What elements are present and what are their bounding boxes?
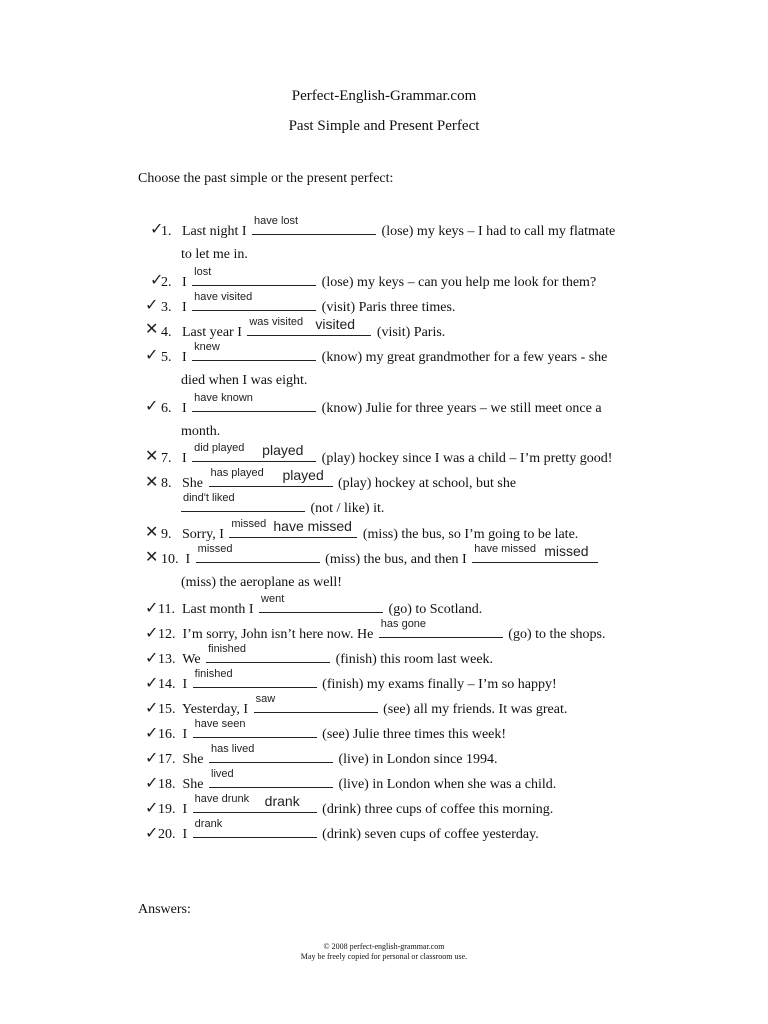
item-number: 16.: [158, 727, 176, 742]
item-text: (go) to Scotland.: [388, 602, 483, 617]
exercise-item-10: [161, 543, 600, 568]
item-text: (lose) my keys – can you help me look for them?: [321, 275, 597, 290]
handwritten-answer: lost: [194, 266, 212, 278]
item-text: I: [182, 300, 187, 315]
exercise-item-6: [161, 392, 602, 417]
answer-blank: [192, 341, 316, 361]
item-number: 18.: [158, 777, 176, 792]
cross-mark: ✕: [145, 319, 159, 338]
answer-blank: [209, 768, 333, 788]
item-number: 11.: [158, 602, 175, 617]
answer-blank: [192, 291, 316, 311]
item-text: (lose) my keys – I had to call my flatmate: [381, 224, 616, 239]
item-text: Last night I: [182, 224, 247, 239]
item-text: She: [182, 752, 204, 767]
answer-blank: [192, 266, 316, 286]
item-text: (go) to the shops.: [508, 627, 606, 642]
answer-blank: [229, 518, 357, 538]
answer-blank: [472, 543, 598, 563]
item-text: She: [182, 476, 203, 491]
exercise-item-11: [158, 593, 483, 618]
tick-mark: ✓: [145, 748, 159, 767]
exercise-item-1: [161, 215, 616, 240]
teacher-correction: played: [262, 442, 304, 458]
item-number: 8.: [161, 476, 172, 491]
exercise-item-continuation: (miss) the aeroplane as well!: [181, 575, 342, 590]
item-number: 1.: [161, 224, 172, 239]
handwritten-answer: drank: [194, 818, 223, 830]
item-text: (live) in London since 1994.: [338, 752, 498, 767]
answer-blank: [252, 215, 376, 235]
teacher-correction: drank: [264, 793, 300, 809]
item-text: Sorry, I: [182, 527, 224, 542]
tick-mark: ✓: [145, 798, 159, 817]
teacher-correction: visited: [315, 316, 356, 332]
handwritten-answer: has lived: [211, 743, 255, 755]
tick-mark: ✓: [145, 345, 159, 364]
tick-mark: ✓: [145, 823, 159, 842]
item-number: 13.: [158, 652, 176, 667]
handwritten-answer: have seen: [194, 718, 246, 730]
exercise-item-14: [158, 668, 557, 693]
answer-blank: [181, 492, 305, 512]
answer-blank: [209, 743, 333, 763]
item-text: I’m sorry, John isn’t here now. He: [182, 627, 374, 642]
handwritten-answer: missed: [197, 543, 233, 555]
exercise-item-17: [158, 743, 498, 768]
handwritten-answer: went: [261, 593, 285, 605]
item-text: (drink) three cups of coffee this morning.: [322, 802, 554, 817]
handwritten-answer: saw: [255, 693, 276, 705]
answer-blank: [254, 693, 378, 713]
item-number: 7.: [161, 451, 172, 466]
item-text: (miss) the bus, and then I: [325, 552, 467, 567]
answer-blank: [193, 668, 317, 688]
handwritten-answer: finished: [208, 643, 246, 655]
tick-mark: ✓: [145, 648, 159, 667]
item-text: I: [182, 401, 187, 416]
exercise-item-3: [161, 291, 456, 316]
tick-mark: ✓: [145, 698, 159, 717]
item-number: 3.: [161, 300, 172, 315]
handwritten-answer: knew: [194, 341, 220, 353]
item-number: 15.: [158, 702, 176, 717]
exercise-item-continuation: to let me in.: [181, 247, 248, 262]
item-text: (see) Julie three times this week!: [322, 727, 507, 742]
answer-blank: [196, 543, 320, 563]
teacher-correction: have missed: [273, 518, 352, 534]
item-text: (play) hockey at school, but she: [338, 476, 517, 491]
item-text: (live) in London when she was a child.: [338, 777, 557, 792]
tick-mark: ✓: [145, 295, 159, 314]
handwritten-answer: has gone: [380, 618, 427, 630]
answers-label: Answers:: [138, 902, 191, 917]
item-text: I: [182, 727, 188, 742]
handwritten-answer: have drunk: [194, 793, 250, 805]
item-number: 12.: [158, 627, 176, 642]
item-text: Last year I: [182, 325, 242, 340]
item-text: (finish) this room last week.: [335, 652, 494, 667]
item-text: (see) all my friends. It was great.: [383, 702, 568, 717]
item-number: 10.: [161, 552, 179, 567]
footer-note: May be freely copied for personal or classroom use.: [300, 952, 468, 961]
handwritten-answer: have visited: [194, 291, 253, 303]
answer-blank: [206, 643, 330, 663]
item-text: (play) hockey since I was a child – I’m pretty good!: [321, 451, 613, 466]
item-text: (finish) my exams finally – I’m so happy!: [322, 677, 557, 692]
exercise-item-5: [161, 341, 608, 366]
item-number: 19.: [158, 802, 176, 817]
handwritten-answer: have missed: [474, 543, 536, 555]
item-number: 17.: [158, 752, 176, 767]
handwritten-answer: missed: [231, 518, 267, 530]
cross-mark: ✕: [145, 472, 159, 491]
tick-mark: ✓: [145, 598, 159, 617]
answer-blank: [193, 793, 317, 813]
tick-mark: ✓: [150, 270, 164, 289]
page-title: Past Simple and Present Perfect: [288, 118, 480, 134]
handwritten-answer: lived: [211, 768, 234, 780]
handwritten-answer: has played: [210, 467, 264, 479]
handwritten-answer: have known: [194, 392, 253, 404]
item-number: 6.: [161, 401, 172, 416]
item-number: 14.: [158, 677, 176, 692]
answer-blank: [379, 618, 503, 638]
item-text: Yesterday, I: [181, 702, 249, 717]
handwritten-answer: have lost: [254, 215, 299, 227]
cross-mark: ✕: [145, 522, 159, 541]
item-text: We: [182, 652, 201, 667]
item-number: 5.: [161, 350, 172, 365]
item-text: She: [182, 777, 204, 792]
item-text: (know) my great grandmother for a few years - she: [321, 350, 608, 365]
handwritten-answer: finished: [194, 668, 233, 680]
item-text: I: [182, 275, 187, 290]
item-text: I: [182, 451, 187, 466]
answer-blank: [209, 467, 333, 487]
handwritten-answer: did played: [194, 442, 245, 454]
tick-mark: ✓: [145, 623, 159, 642]
answer-blank: [192, 392, 316, 412]
answer-blank: [193, 818, 317, 838]
tick-mark: ✓: [145, 773, 159, 792]
handwritten-answer: dind't liked: [183, 492, 235, 504]
cross-mark: ✕: [145, 446, 159, 465]
footer-copyright: © 2008 perfect-english-grammar.com: [323, 942, 445, 951]
item-text: I: [182, 677, 188, 692]
tick-mark: ✓: [145, 673, 159, 692]
item-number: 4.: [161, 325, 172, 340]
tick-mark: ✓: [145, 723, 159, 742]
item-text: (visit) Paris.: [376, 325, 446, 340]
item-text: (visit) Paris three times.: [321, 300, 456, 315]
item-number: 20.: [158, 827, 176, 842]
teacher-correction: played: [282, 467, 324, 483]
item-text: (know) Julie for three years – we still meet once a: [321, 401, 602, 416]
answer-blank: [247, 316, 371, 336]
tick-mark: ✓: [145, 396, 159, 415]
item-text: I: [185, 552, 191, 567]
item-text: (not / like) it.: [310, 501, 385, 516]
cross-mark: ✕: [145, 547, 159, 566]
answer-blank: [259, 593, 383, 613]
item-text: I: [182, 827, 188, 842]
handwritten-answer: was visited: [249, 316, 304, 328]
item-number: 9.: [161, 527, 172, 542]
answer-blank: [193, 718, 317, 738]
tick-mark: ✓: [150, 219, 164, 238]
item-text: (miss) the bus, so I’m going to be late.: [362, 527, 579, 542]
exercise-item-continuation: month.: [181, 424, 221, 439]
item-text: I: [182, 802, 188, 817]
item-text: I: [182, 350, 187, 365]
instructions: Choose the past simple or the present perfect:: [138, 171, 394, 186]
exercise-item-20: [158, 818, 539, 843]
answer-blank: [192, 442, 316, 462]
exercise-item-continuation: died when I was eight.: [181, 373, 308, 388]
teacher-correction: missed: [544, 543, 589, 559]
item-text: (drink) seven cups of coffee yesterday.: [322, 827, 539, 842]
exercise-item-8-continuation: [181, 492, 385, 517]
item-number: 2.: [161, 275, 172, 290]
item-text: Last month I: [181, 602, 254, 617]
site-title: Perfect-English-Grammar.com: [291, 88, 477, 104]
